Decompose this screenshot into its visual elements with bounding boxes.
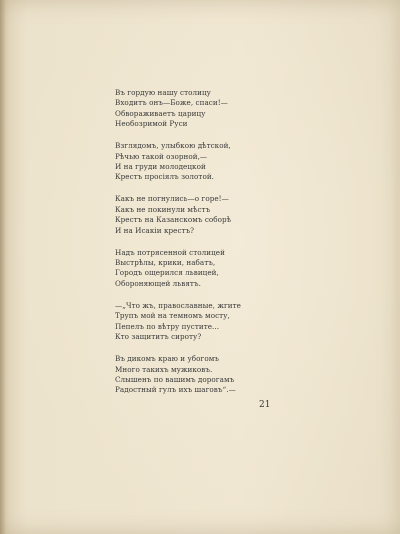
poem-line: Необозримой Руси <box>115 119 188 129</box>
poem-line: Крестъ на Казанскомъ соборѣ <box>115 215 232 225</box>
stanza-6 <box>115 354 285 396</box>
poem-line: Трупъ мой на темномъ мосту, <box>115 311 230 321</box>
poem-line: Какъ не покинули мѣстъ <box>115 204 211 214</box>
poem-text <box>115 88 285 407</box>
poem-line: Обороняющей львятъ. <box>115 278 201 288</box>
page-number: 21 <box>259 400 271 410</box>
poem-line: Городъ ощерился львицей, <box>115 268 219 278</box>
poem-line: Кто защититъ сироту? <box>115 332 202 342</box>
poem-line: И на груди молодецкой <box>115 162 206 172</box>
poem-line: Входитъ онъ—Боже, спаси!— <box>115 98 228 108</box>
poem-line: Слышенъ по вашимъ дорогамъ <box>115 374 235 384</box>
poem-line: Много такихъ мужиковъ. <box>115 364 213 374</box>
stanza-3 <box>115 194 285 236</box>
stanza-5 <box>115 301 285 343</box>
poem-line: Выстрѣлы, крики, набатъ, <box>115 258 216 268</box>
poem-line: Въ дикомъ краю и убогомъ <box>115 354 219 364</box>
poem-line: —„Что жъ, православные, жгите <box>115 300 241 310</box>
stanza-2 <box>115 141 285 183</box>
page-spine-shadow <box>0 0 6 534</box>
poem-line: Пепелъ по вѣтру пустите... <box>115 321 220 331</box>
poem-line: Радостный гулъ ихъ шаговъ“.— <box>115 385 236 395</box>
poem-line: И на Исакіи крестъ? <box>115 225 195 235</box>
poem-line: Надъ потрясенной столицей <box>115 247 225 257</box>
poem-line: Обвораживаетъ царицу <box>115 108 206 118</box>
poem-line: Рѣчью такой озорной,— <box>115 151 208 161</box>
poem-line: Въ гордую нашу столицу <box>115 88 211 97</box>
poem-line: Какъ не погнулись—о горе!— <box>115 194 229 204</box>
poem-line: Крестъ просіялъ золотой. <box>115 172 214 182</box>
stanza-4 <box>115 248 285 290</box>
poem-line: Взглядомъ, улыбкою дѣтской, <box>115 141 231 151</box>
stanza-1 <box>115 88 285 130</box>
